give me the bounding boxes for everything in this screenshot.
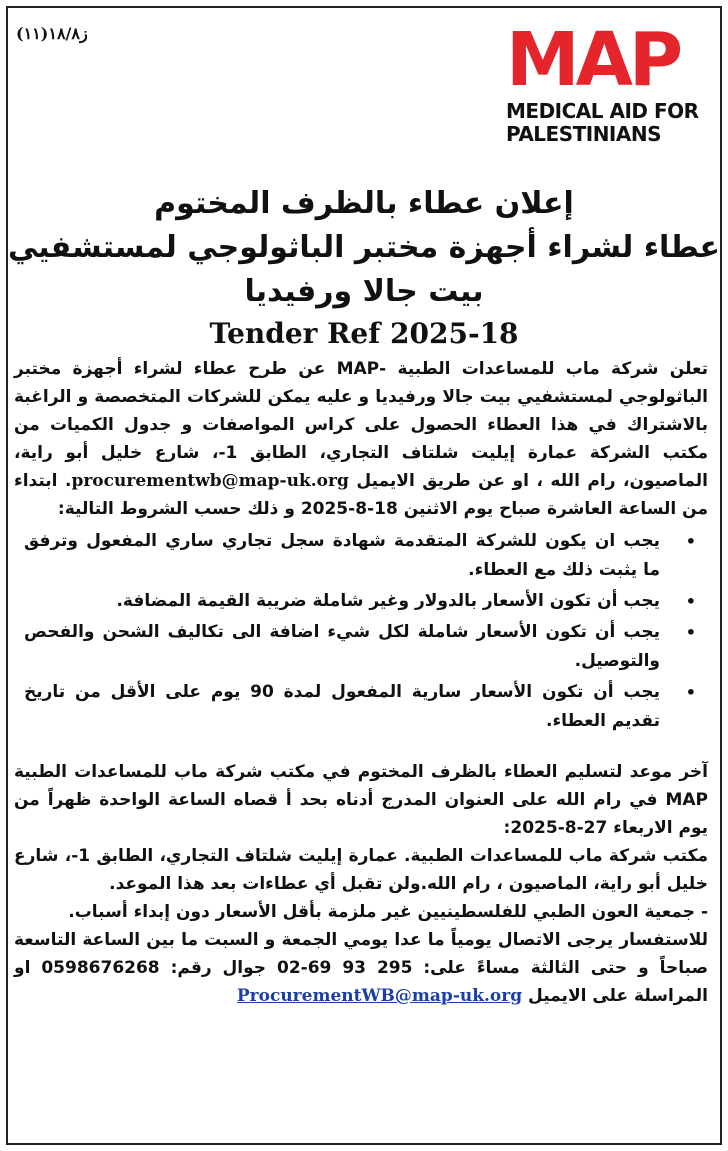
bullet-icon: •	[685, 592, 696, 611]
logo-wordmark: MAP	[506, 17, 680, 103]
condition-text: يجب أن تكون الأسعار سارية المفعول لمدة 90 يوم على الأقل من تاريخ تقديم العطاء.	[24, 682, 660, 731]
condition-item	[24, 587, 696, 616]
bullet-icon: •	[685, 623, 696, 642]
map-logo	[506, 17, 699, 146]
disclaimer-paragraph: - جمعية العون الطبي للفلسطينيين غير ملزمة بأقل الأسعار دون إبداء أسباب.	[68, 902, 708, 922]
condition-item	[24, 618, 696, 676]
bullet-icon: •	[685, 683, 696, 702]
bullet-icon: •	[685, 532, 696, 551]
intro-text-end: . ابتداء من الساعة العاشرة صباح يوم الاثنين 18-8-2025 و ذلك حسب الشروط التالية:	[14, 471, 708, 519]
contact-paragraph	[14, 926, 708, 1010]
deadline-paragraph: آخر موعد لتسليم العطاء بالظرف المختوم في مكتب شركة ماب للمساعدات الطبية MAP في رام الله على العنوان المدرج أدناه بحد أ قصاه الساعة الواحدة ظهراً من يوم الاربعاء 27-8-2025:	[14, 762, 708, 838]
condition-text: يجب أن تكون الأسعار شاملة لكل شيء اضافة الى تكاليف الشحن والفحص والتوصيل.	[24, 622, 660, 671]
spacer	[14, 738, 708, 758]
office-address-paragraph: مكتب شركة ماب للمساعدات الطبية. عمارة إيليت شلتاف التجاري، الطابق 1-، شارع خليل أبو راية، الماصيون ، رام الله.ولن تقبل أي عطاءات بعد هذا الموعد.	[14, 846, 708, 894]
announcement-body	[14, 355, 708, 1010]
logo-line-1: MEDICAL AID FOR	[506, 99, 699, 123]
heading-hospitals: بيت جالا ورفيديا	[244, 274, 484, 309]
intro-email: procurementwb@map-uk.org	[71, 471, 349, 491]
heading-title: إعلان عطاء بالظرف المختوم	[154, 186, 574, 221]
conditions-list	[14, 527, 708, 736]
issue-reference: ز١٨/٨(١١)	[16, 24, 88, 43]
logo-line-2: PALESTINIANS	[506, 122, 661, 146]
heading-block	[0, 182, 728, 354]
contact-email-link[interactable]: ProcurementWB@map-uk.org	[236, 986, 523, 1006]
condition-text: يجب ان يكون للشركة المتقدمة شهادة سجل تجاري ساري المفعول وترفق ما يثبت ذلك مع العطاء.	[24, 531, 660, 580]
intro-paragraph	[14, 355, 708, 523]
condition-item	[24, 527, 696, 585]
condition-text: يجب أن تكون الأسعار بالدولار وغير شاملة ضريبة القيمة المضافة.	[116, 591, 660, 611]
tender-reference: Tender Ref 2025-18	[209, 317, 519, 350]
intro-text: تعلن شركة ماب للمساعدات الطبية -MAP عن طرح عطاء لشراء أجهزة مختبر الباثولوجي لمستشفيي بيت جالا ورفيديا و عليه يمكن للشركات المتخصصة و الراغبة بالاشتراك في هذا العطاء الحصول على كراس المواصفات و جدول الكميات من مكتب الشركة عمارة إيليت شلتاف التجاري، الطابق 1-، شارع خليل أبو راية، الماصيون، رام الله ، او عن طريق الايميل	[14, 359, 708, 491]
contact-text: للاستفسار يرجى الاتصال يومياً ما عدا يومي الجمعة و السبت ما بين الساعة التاسعة صباحاً و حتى الثالثة مساءً على: 295 93 69-02 جوال رقم: 0598676268 او المراسلة على الايميل	[14, 930, 709, 1006]
heading-subtitle: عطاء لشراء أجهزة مختبر الباثولوجي لمستشفيي	[7, 230, 721, 265]
condition-item	[24, 678, 696, 736]
